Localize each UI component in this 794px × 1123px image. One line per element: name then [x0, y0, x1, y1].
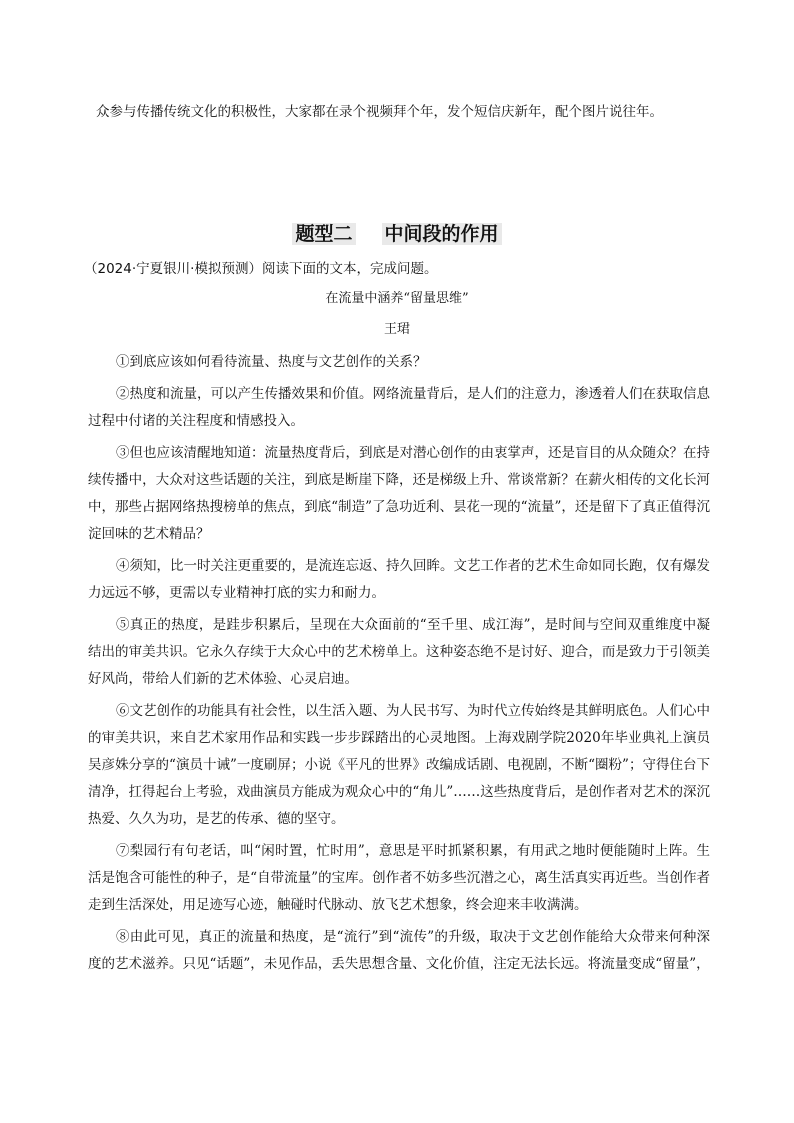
article-body — [88, 349, 710, 983]
section-heading-label: 题型二 — [292, 223, 355, 245]
section-heading — [0, 220, 794, 248]
paragraph-4: ④须知，比一时关注更重要的，是流连忘返、持久回眸。文艺工作者的艺术生命如同长跑，仅有爆发力远远不够，更需以专业精神打底的实力和耐力。 — [88, 558, 710, 601]
paragraph-8: ⑧由此可见，真正的流量和热度，是“流行”到“流传”的升级，取决于文艺创作能给大众带来何种深度的艺术滋养。只见“话题”，未见作品，丢失思想含量、文化价值，注定无法长远。将流量变成“留量”， — [88, 929, 710, 972]
paragraph-1: ①到底应该如何看待流量、热度与文艺创作的关系？ — [116, 354, 427, 370]
section-heading-title: 中间段的作用 — [382, 223, 502, 245]
paragraph-5: ⑤真正的热度，是跬步积累后，呈现在大众面前的“至千里、成江海”，是时间与空间双重维度中凝结出的审美共识。它永久存续于大众心中的艺术榜单上。这种姿态绝不是讨好、迎合，而是致力于引领美好风尚，带给人们新的艺术体验、心灵启迪。 — [88, 617, 710, 687]
article-author: 王珺 — [383, 322, 410, 337]
continued-text-line: 众参与传播传统文化的积极性，大家都在录个视频拜个年，发个短信庆新年，配个图片说往年。 — [96, 104, 663, 120]
paragraph-3: ③但也应该清醒地知道：流量热度背后，到底是对潜心创作的由衷掌声，还是盲目的从众随众？在持续传播中，大众对这些话题的关注，到底是断崖下降，还是梯级上升、常谈常新？在薪火相传的文化长河中，那些占据网络热搜榜单的焦点，到底“制造”了急功近利、昙花一现的“流量”，还是留下了真正值得沉淀回味的艺术精品？ — [88, 445, 710, 542]
question-source-line: （2024·宁夏银川·模拟预测）阅读下面的文本，完成问题。 — [84, 261, 438, 277]
paragraph-2: ②热度和流量，可以产生传播效果和价值。网络流量背后，是人们的注意力，渗透着人们在获取信息过程中付诸的关注程度和情感投入。 — [88, 386, 710, 429]
paragraph-7: ⑦梨园行有句老话，叫“闲时置，忙时用”，意思是平时抓紧积累，有用武之地时便能随时上阵。生活是饱含可能性的种子，是“自带流量”的宝库。创作者不妨多些沉潜之心，离生活真实再近些。当创作者走到生活深处，用足迹写心迹，触碰时代脉动、放飞艺术想象，终会迎来丰收满满。 — [88, 843, 710, 913]
article-title: 在流量中涵养“留量思维” — [325, 291, 469, 306]
paragraph-6: ⑥文艺创作的功能具有社会性，以生活入题、为人民书写、为时代立传始终是其鲜明底色。人们心中的审美共识，来自艺术家用作品和实践一步步踩踏出的心灵地图。上海戏剧学院2020年毕业典礼上演员吴彦姝分享的“演员十诫”一度刷屏；小说《平凡的世界》改编成话剧、电视剧，不断“圈粉”；守得住台下清净，扛得起台上考验，戏曲演员方能成为观众心中的“角儿”……这些热度背后，是创作者对艺术的深沉热爱、久久为功，是艺的传承、德的坚守。 — [88, 703, 710, 827]
